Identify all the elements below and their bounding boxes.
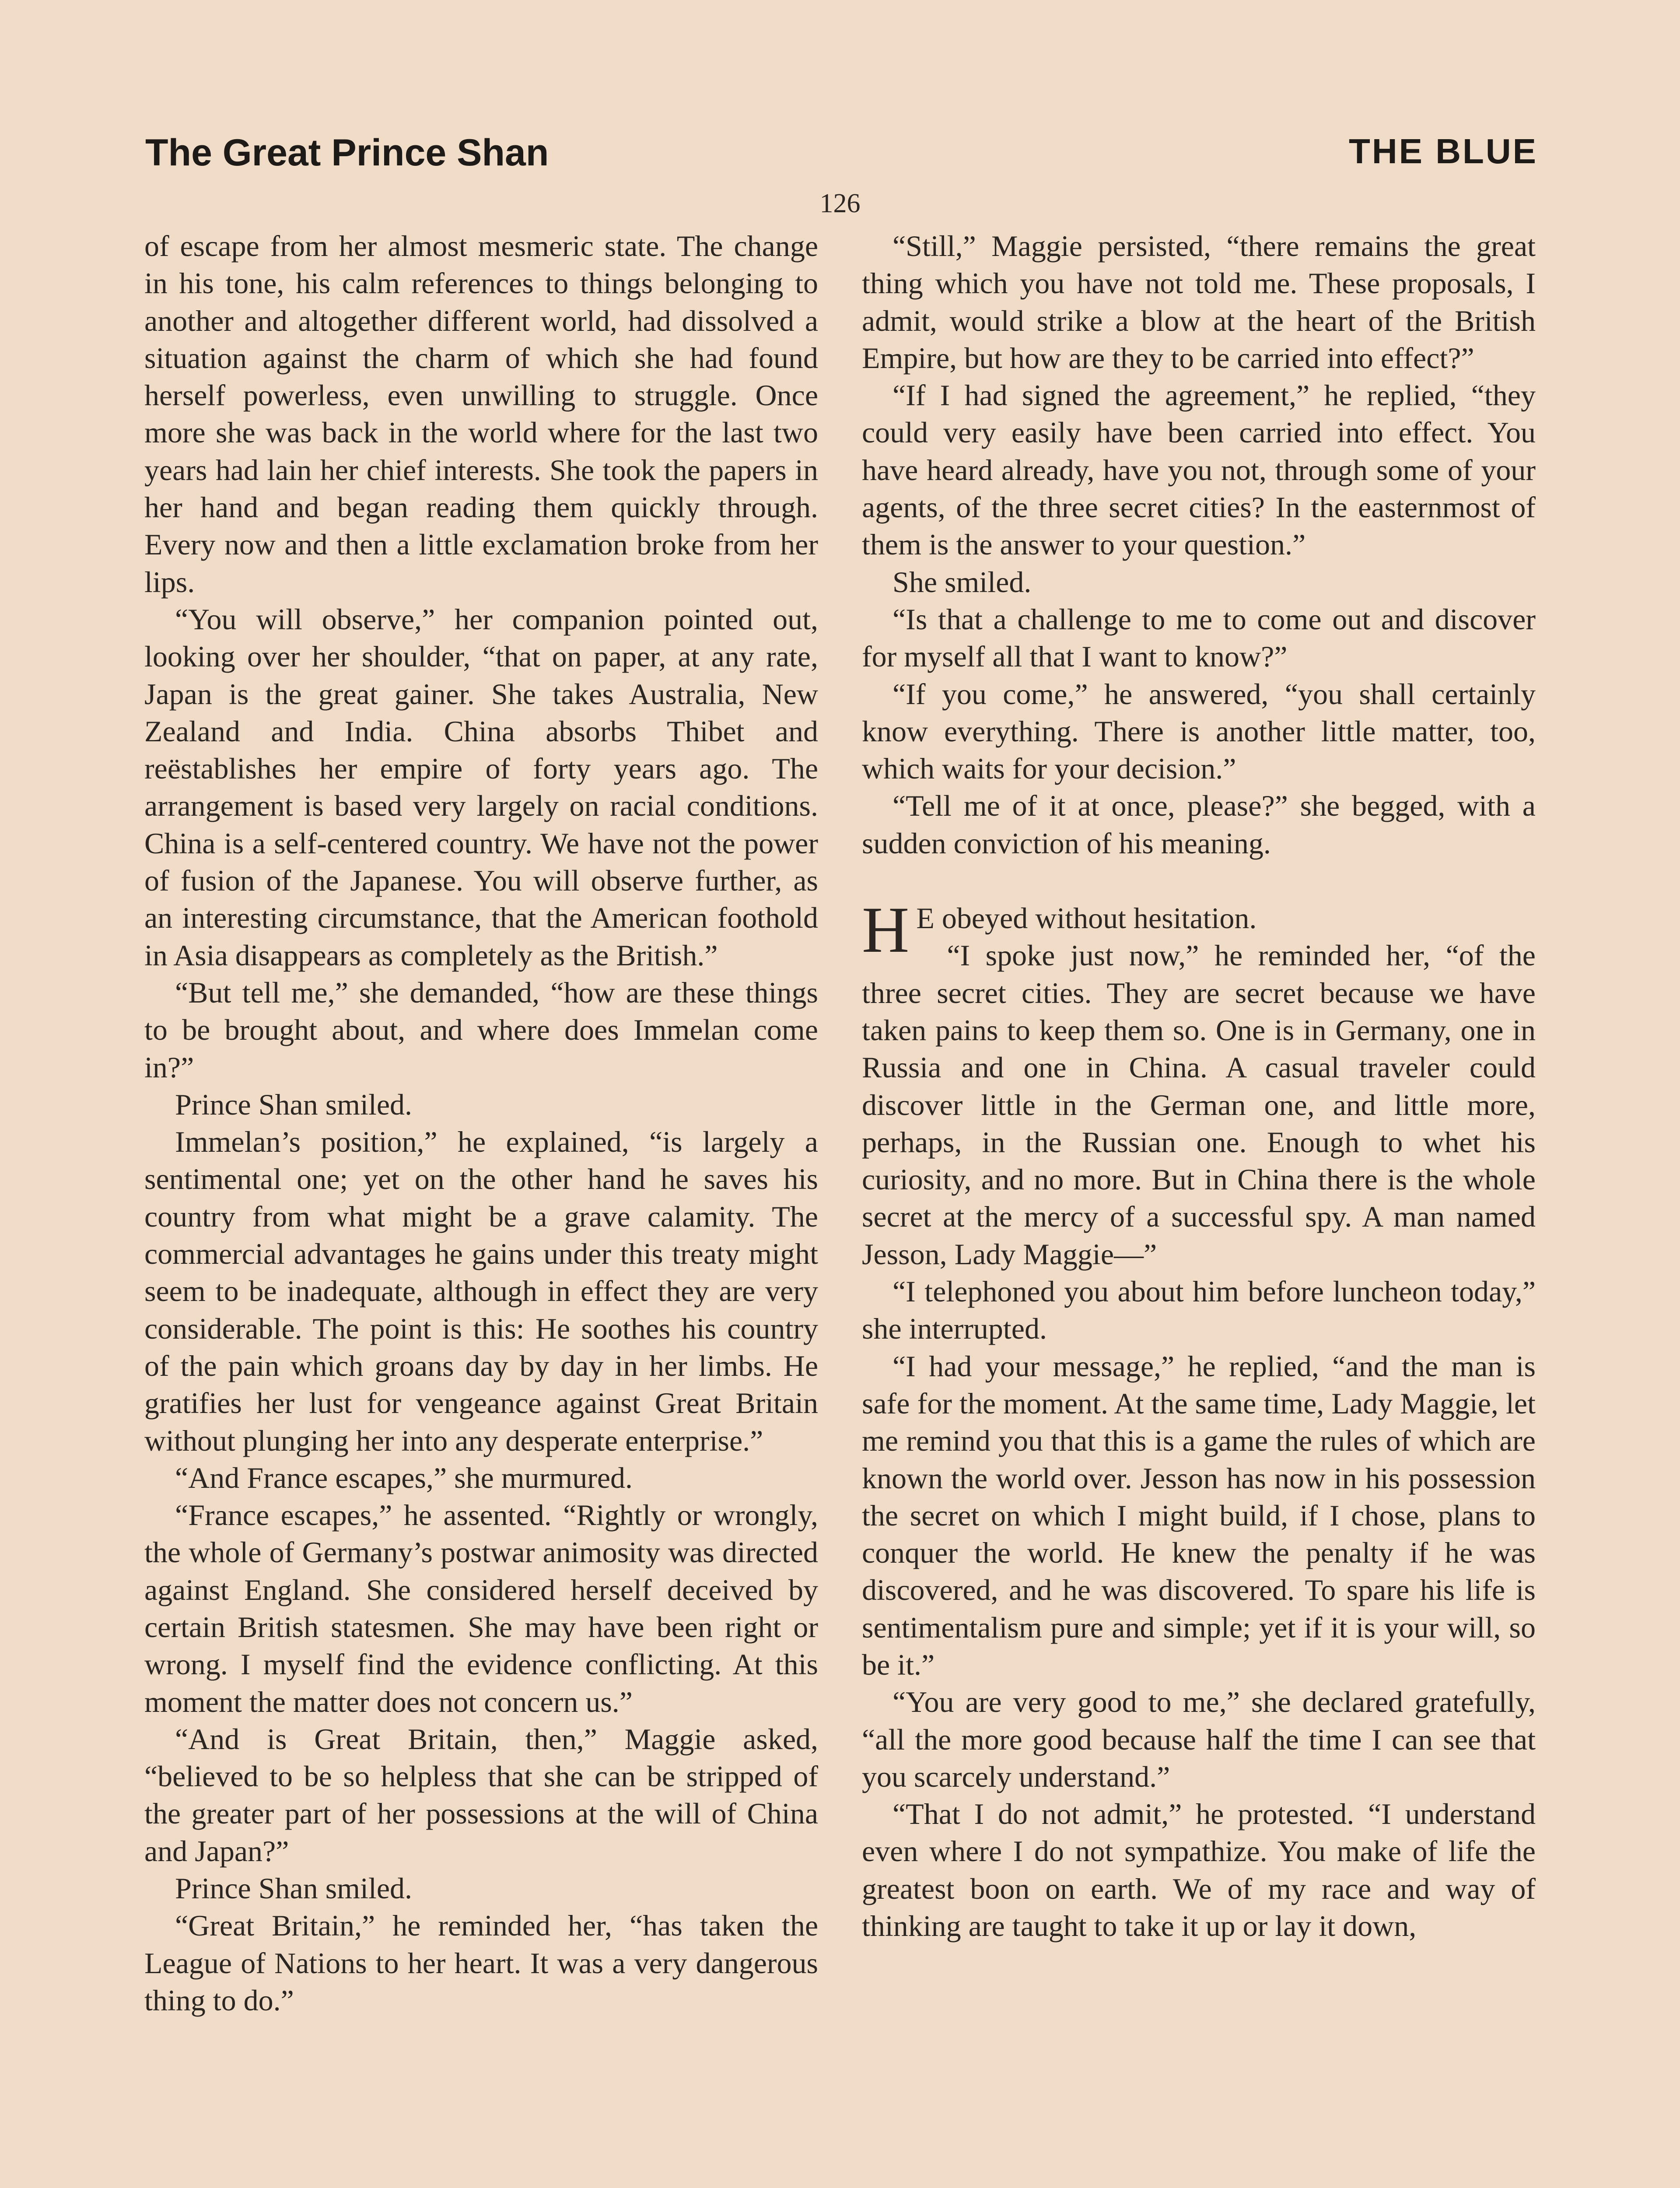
- paragraph: “Tell me of it at once, please?” she begged, with a sudden conviction of his meaning.: [862, 789, 1536, 860]
- paragraph: “Is that a challenge to me to come out and discover for myself all that I want to know?”: [862, 602, 1536, 673]
- paragraph: “I had your message,” he replied, “and the man is safe for the moment. At the same time, Lady Maggie, let me remind you that this is a game the rules of which are known the world over. Jesson has now in his possession the secret on which I might build, if I chose, plans to conquer the world. He knew the penalty if he was discovered, and he was discovered. To spare his life is sentimentalism pure and simple; yet if it is your will, so be it.”: [862, 1349, 1536, 1681]
- paragraph: “And France escapes,” she murmured.: [175, 1461, 633, 1494]
- paragraph: “If you come,” he answered, “you shall certainly know everything. There is another little matter, too, which waits for your decision.”: [862, 677, 1536, 785]
- drop-cap: H: [862, 894, 910, 967]
- right-column: [862, 228, 1536, 1945]
- paragraph: “You are very good to me,” she declared gratefully, “all the more good because half the time I can see that you scarcely understand.”: [862, 1685, 1536, 1793]
- running-section-title: THE BLUE: [1349, 132, 1538, 171]
- paragraph: “But tell me,” she demanded, “how are these things to be brought about, and where does Immelan come in?”: [144, 975, 818, 1084]
- paragraph: “I spoke just now,” he reminded her, “of the three secret cities. They are secret because we have taken pains to keep them so. One is in Germany, one in Russia and one in China. A casual traveler could discover little in the German one, and little more, perhaps, in the Russian one. Enough to whet his curiosity, and no more. But in China there is the whole secret at the mercy of a successful spy. A man named Jesson, Lady Maggie—”: [862, 939, 1536, 1271]
- paragraph: of escape from her almost mesmeric state. The change in his tone, his calm references to things belonging to another and altogether different world, had dissolved a situation against the charm of which she had found herself powerless, even unwilling to struggle. Once more she was back in the world where for the last two years had lain her chief interests. She took the papers in her hand and began reading them quickly through. Every now and then a little exclamation broke from her lips.: [144, 229, 818, 599]
- paragraph: “Still,” Maggie persisted, “there remains the great thing which you have not told me. These proposals, I admit, would strike a blow at the heart of the British Empire, but how are they to be carried into effect?”: [862, 229, 1536, 375]
- paragraph: Immelan’s position,” he explained, “is largely a sentimental one; yet on the other hand he saves his country from what might be a grave calamity. The commercial advantages he gains under this treaty might seem to be inadequate, although in effect they are very considerable. The point is this: He soothes his country of the pain which groans day by day in her limbs. He gratifies her lust for vengeance against Great Britain without plunging her into any desperate enterprise.”: [144, 1125, 818, 1457]
- left-column: [144, 228, 818, 2019]
- paragraph: “I telephoned you about him before luncheon today,” she interrupted.: [862, 1275, 1536, 1346]
- paragraph: She smiled.: [892, 565, 1032, 599]
- paragraph: “If I had signed the agreement,” he replied, “they could very easily have been carried into effect. You have heard already, have you not, through some of your agents, of the three secret cities? In the easternmost of them is the answer to your question.”: [862, 379, 1536, 561]
- paragraph: “That I do not admit,” he protested. “I understand even where I do not sympathize. You make of life the greatest boon on earth. We of my race and way of thinking are taught to take it up or lay it down,: [862, 1797, 1536, 1943]
- paragraph: Prince Shan smiled.: [175, 1087, 413, 1121]
- page-number: 126: [819, 189, 861, 218]
- running-title: The Great Prince Shan: [145, 132, 549, 174]
- paragraph: Prince Shan smiled.: [175, 1872, 413, 1905]
- paragraph: “Great Britain,” he reminded her, “has taken the League of Nations to her heart. It was a very dangerous thing to do.”: [144, 1909, 818, 2017]
- section-start-paragraph: [862, 894, 1536, 967]
- paragraph: “France escapes,” he assented. “Rightly or wrongly, the whole of Germany’s postwar animosity was directed against England. She considered herself deceived by certain British statesmen. She may have been right or wrong. I myself find the evidence conflicting. At this moment the matter does not concern us.”: [144, 1498, 818, 1718]
- paragraph: “You will observe,” her companion pointed out, looking over her shoulder, “that on paper, at any rate, Japan is the great gainer. She takes Australia, New Zealand and India. China absorbs Thibet and reëstablishes her empire of forty years ago. The arrangement is based very largely on racial conditions. China is a self-centered country. We have not the power of fusion of the Japanese. You will observe further, as an interesting circumstance, that the American foothold in Asia disappears as completely as the British.”: [144, 602, 818, 972]
- paragraph: “And is Great Britain, then,” Maggie asked, “believed to be so helpless that she can be stripped of the greater part of her possessions at the will of China and Japan?”: [144, 1722, 818, 1868]
- section-first-line: E obeyed without hesitation.: [916, 901, 1257, 935]
